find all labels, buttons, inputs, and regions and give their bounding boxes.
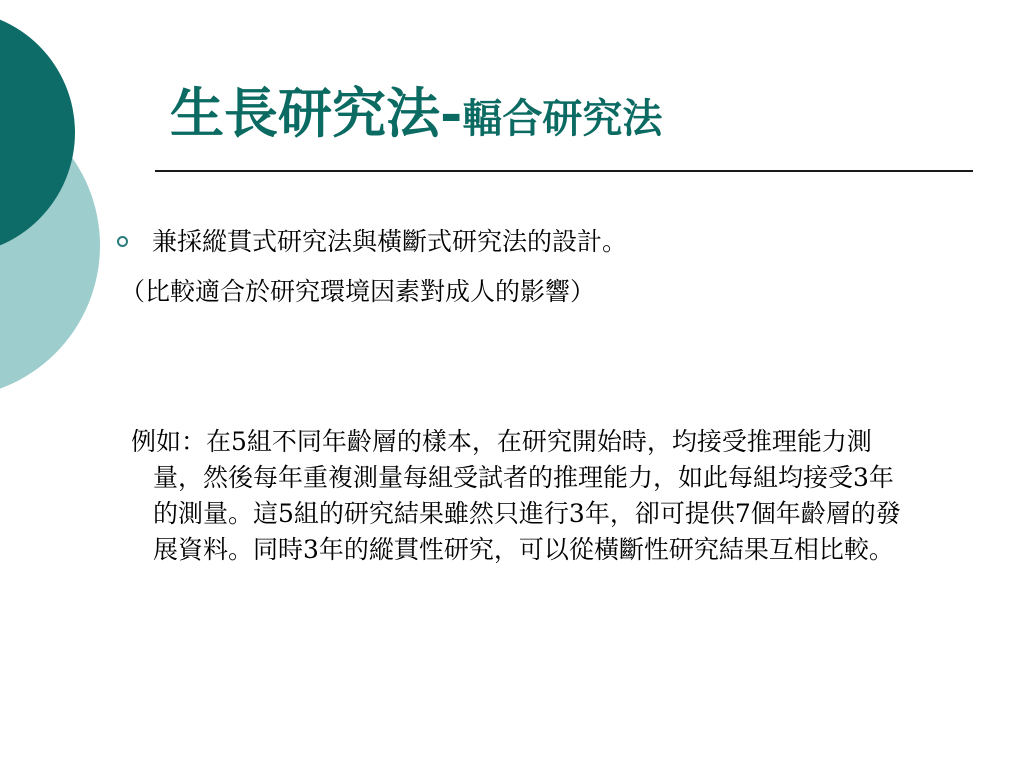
example-paragraph: 例如：在5組不同年齡層的樣本，在研究開始時，均接受推理能力測量，然後每年重複測量每組受試者的推理能力，如此每組均接受3年的測量。這5組的研究結果雖然只進行3年，卻可提供7個年齡層的發展資料。同時3年的縱貫性研究，可以從橫斷性研究結果互相比較。 <box>131 427 901 564</box>
bullet-text: 兼採縱貫式研究法與橫斷式研究法的設計。 <box>152 227 628 256</box>
slide-title <box>170 81 663 145</box>
note-text: （比較適合於研究環境因素對成人的影響） <box>120 277 596 306</box>
title-divider <box>155 170 973 172</box>
slide-title-sub: 輻合研究法 <box>462 95 663 142</box>
slide-title-main: 生長研究法- <box>170 81 463 145</box>
bullet-circle-icon <box>117 236 128 247</box>
